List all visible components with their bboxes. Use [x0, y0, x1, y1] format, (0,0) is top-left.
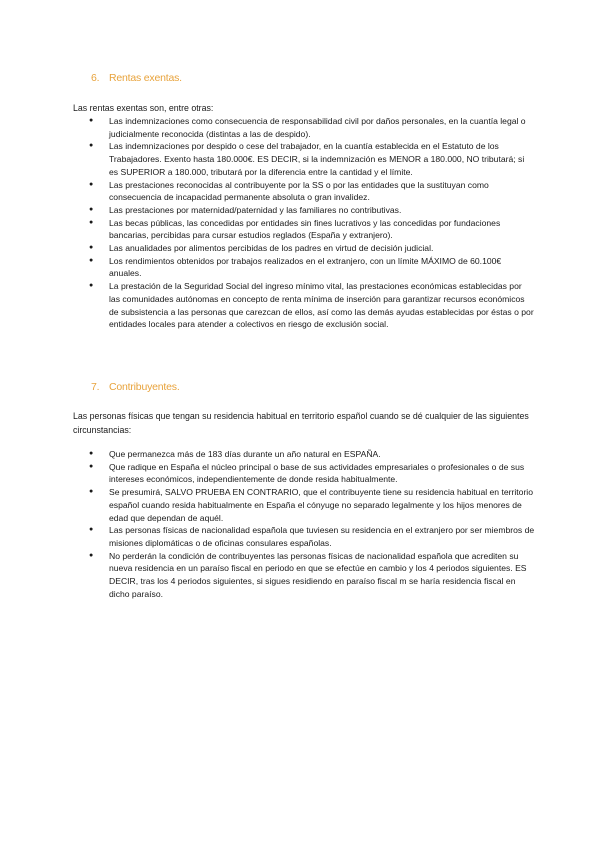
section-7-heading	[91, 381, 180, 393]
list-item-text: Las indemnizaciones por despido o cese del trabajador, en la cuantía establecida en el Estatuto de los Trabajadores. Exento hasta 180.000€. ES DECIR, si la indemnización es MENOR a 180.000, NO tributará; si es SUPERIOR a 180.000, tributará por la diferencia entre la cantidad y el límite.	[109, 141, 525, 177]
list-item-text: Que radique en España el núcleo principal o base de sus actividades empresariales o profesionales o de sus intereses económicos, independientemente de donde resida habitualmente.	[109, 461, 525, 485]
list-item	[73, 486, 535, 524]
section-6-list	[73, 115, 535, 331]
list-item	[73, 217, 535, 242]
bullet-icon: ●	[89, 526, 94, 534]
list-item-text: La prestación de la Seguridad Social del ingreso mínimo vital, las prestaciones económicas establecidas por las comunidades autónomas en concepto de renta mínima de inserción para garantizar recursos económicos de subsistencia a las personas que carezcan de ellos, así como las demás ayudas establecidas por éstas o por entidades locales para atender a colectivos en riesgo de exclusión social.	[109, 281, 534, 330]
bullet-icon: ●	[89, 142, 94, 150]
list-item	[73, 448, 535, 461]
bullet-icon: ●	[89, 205, 94, 213]
list-item	[73, 255, 535, 280]
list-item	[73, 140, 535, 178]
bullet-icon: ●	[89, 256, 94, 264]
list-item-text: Los rendimientos obtenidos por trabajos realizados en el extranjero, con un límite MÁXIMO de 60.100€ anuales.	[109, 255, 502, 279]
list-item-text: Las anualidades por alimentos percibidas de los padres en virtud de decisión judicial.	[109, 243, 434, 254]
list-item	[73, 524, 535, 549]
bullet-icon: ●	[89, 462, 94, 470]
bullet-icon: ●	[89, 117, 94, 124]
list-item-text: Las prestaciones por maternidad/paternidad y las familiares no contributivas.	[109, 204, 402, 215]
section-7-title: Contribuyentes.	[109, 381, 180, 393]
list-item-text: Que permanezca más de 183 días durante un año natural en ESPAÑA.	[109, 449, 381, 459]
bullet-icon: ●	[89, 488, 94, 496]
list-item	[73, 242, 535, 255]
list-item	[73, 550, 535, 601]
list-item-text: Las personas físicas de nacionalidad española que tuviesen su residencia en el extranjero por ser miembros de misiones diplomáticas o de oficinas consulares españolas.	[109, 525, 535, 548]
section-7-list	[73, 448, 535, 600]
section-6-title: Rentas exentas.	[109, 72, 182, 84]
bullet-icon: ●	[89, 282, 94, 290]
bullet-icon: ●	[89, 244, 94, 252]
section-7-number: 7.	[91, 381, 100, 393]
section-6-number: 6.	[91, 72, 100, 84]
bullet-icon: ●	[89, 551, 94, 559]
list-item	[73, 179, 535, 204]
bullet-icon: ●	[89, 450, 94, 457]
list-item	[73, 204, 535, 217]
bullet-icon: ●	[89, 218, 94, 226]
list-item	[73, 280, 535, 331]
section-6-intro: Las rentas exentas son, entre otras:	[73, 103, 214, 113]
list-item-text: Las prestaciones reconocidas al contribuyente por la SS o por las entidades que la sustituyan como consecuencia de incapacidad permanente absoluta o gran invalidez.	[109, 179, 489, 203]
list-item-text: Las indemnizaciones como consecuencia de responsabilidad civil por daños personales, en la cuantía legal o judicialmente reconocida (distintas a las de despido).	[109, 116, 526, 139]
list-item-text: Las becas públicas, las concedidas por entidades sin fines lucrativos y las concedidas por fundaciones bancarias, percibidas para cursar estudios reglados (España y extranjero).	[109, 217, 501, 241]
list-item-text: Se presumirá, SALVO PRUEBA EN CONTRARIO, que el contribuyente tiene su residencia habitual en territorio español cuando resida habitualmente en España el cónyuge no separado legalmente y los hijos menores de edad que dependan de aquél.	[109, 487, 533, 523]
bullet-icon: ●	[89, 180, 94, 188]
section-7-intro: Las personas físicas que tengan su residencia habitual en territorio español cuando se dé cualquier de las siguientes circunstancias:	[73, 411, 529, 435]
list-item-text: No perderán la condición de contribuyentes las personas físicas de nacionalidad española que acrediten su nueva residencia en un paraíso fiscal en periodo en que se efectúe en cambio y los 4 periodos siguientes. ES DECIR, tras los 4 periodos siguientes, si sigues residiendo en paraíso fiscal m se haría residencia fiscal en dicho paraíso.	[109, 550, 527, 599]
list-item	[73, 115, 535, 140]
list-item	[73, 461, 535, 486]
section-6-heading	[91, 72, 182, 84]
